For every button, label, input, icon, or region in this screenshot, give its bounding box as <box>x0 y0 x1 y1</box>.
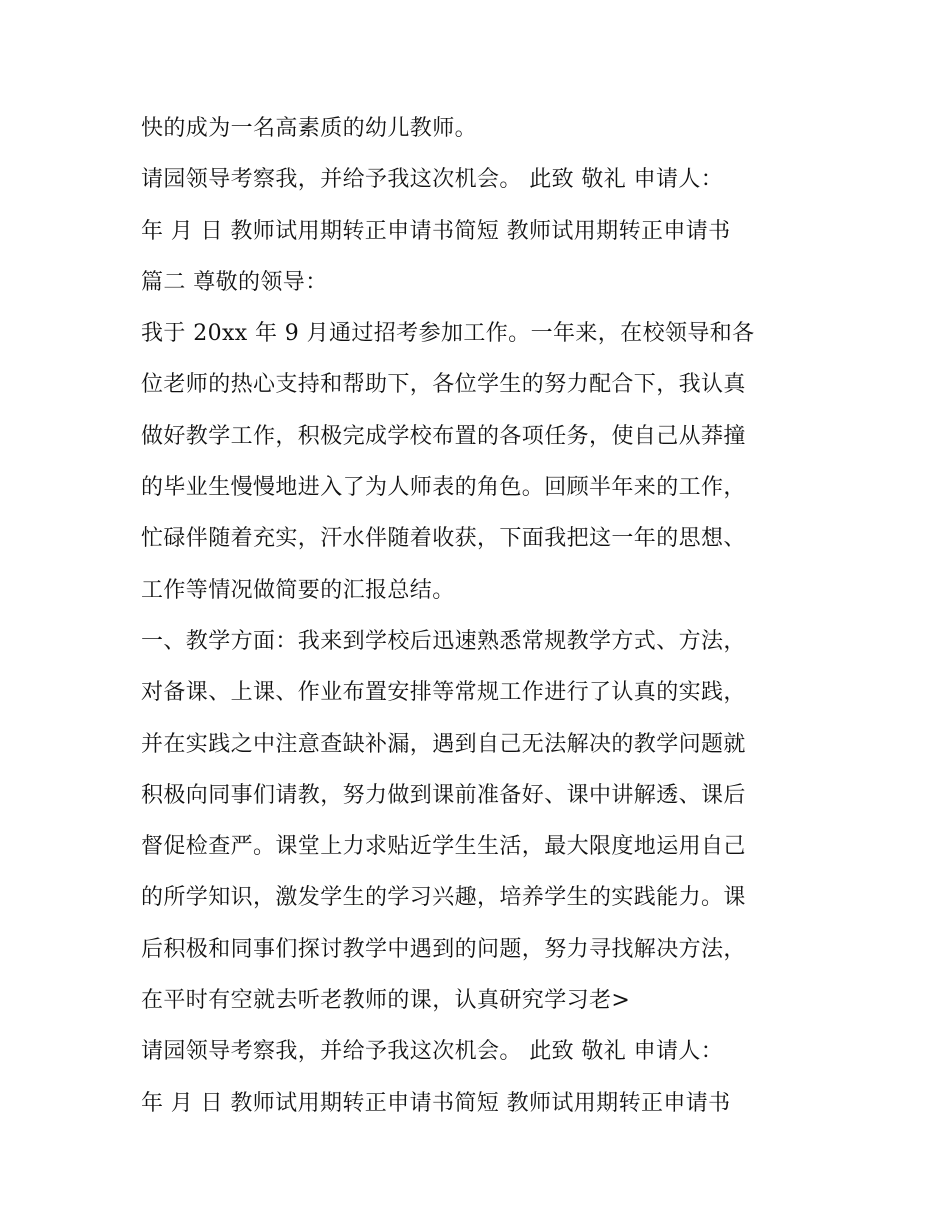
text-line: 的毕业生慢慢地进入了为人师表的角色。回顾半年来的工作， <box>141 475 746 501</box>
text-line: 我于 20xx 年 9 月通过招考参加工作。一年来，在校领导和各 <box>141 321 755 347</box>
text-line: 督促检查严。课堂上力求贴近学生生活，最大限度地运用自己 <box>141 834 746 860</box>
text-line: 年 月 日 教师试用期转正申请书简短 教师试用期转正申请书 <box>141 1090 731 1116</box>
text-line: 忙碌伴随着充实，汗水伴随着收获，下面我把这一年的思想、 <box>141 526 746 552</box>
text-line: 一、教学方面：我来到学校后迅速熟悉常规教学方式、方法， <box>141 628 746 654</box>
text-line: 在平时有空就去听老教师的课，认真研究学习老> <box>141 988 631 1014</box>
text-line: 后积极和同事们探讨教学中遇到的问题，努力寻找解决方法， <box>141 936 746 962</box>
text-line: 年 月 日 教师试用期转正申请书简短 教师试用期转正申请书 <box>141 218 731 244</box>
text-line: 并在实践之中注意查缺补漏，遇到自己无法解决的教学问题就 <box>141 731 746 757</box>
text-line: 的所学知识，激发学生的学习兴趣，培养学生的实践能力。课 <box>141 885 746 911</box>
text-line: 积极向同事们请教，努力做到课前准备好、课中讲解透、课后 <box>141 782 746 808</box>
text-line: 工作等情况做简要的汇报总结。 <box>141 577 455 603</box>
document-body <box>141 108 831 1134</box>
text-line: 对备课、上课、作业布置安排等常规工作进行了认真的实践， <box>141 680 746 706</box>
text-line: 位老师的热心支持和帮助下，各位学生的努力配合下，我认真 <box>141 372 746 398</box>
text-line: 做好教学工作，积极完成学校布置的各项任务，使自己从莽撞 <box>141 423 746 449</box>
text-line: 请园领导考察我，并给予我这次机会。 此致 敬礼 申请人： <box>141 1039 724 1065</box>
text-line: 快的成为一名高素质的幼儿教师。 <box>141 116 478 141</box>
text-line: 篇二 尊敬的领导： <box>141 269 328 295</box>
text-line: 请园领导考察我，并给予我这次机会。 此致 敬礼 申请人： <box>141 167 724 193</box>
